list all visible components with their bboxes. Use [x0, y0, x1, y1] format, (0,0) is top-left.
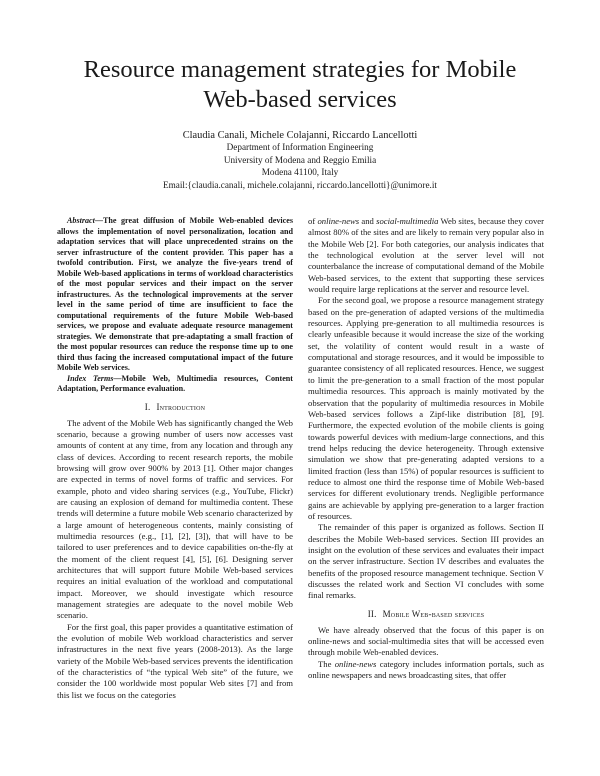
authors: Claudia Canali, Michele Colajanni, Riccardo Lancellotti: [182, 130, 418, 141]
paper-title: [60, 55, 540, 115]
affiliation-address: Modena 41100, Italy: [261, 167, 339, 178]
section2-paragraph-1: We have already observed that the focus of this paper is on online-news and social-multimedia sites that will be accessed even through mobile Web-enabled devices.: [308, 624, 544, 658]
abstract-label: Abstract: [67, 216, 95, 225]
intro-paragraph-2-continued: [308, 216, 544, 295]
section2-paragraph-2: [308, 659, 544, 682]
intro-paragraph-2: For the first goal, this paper provides a quantitative estimation of the evolution of mobile Web workload characteristics and server infrastructures in the next five years (2008-2013). As the large variety of the Mobile Web-based services prevents the identification of the characteristics of “the typical Web site” of the future, we consider the 100 worldwide most popular Web sites [7] and from this list we focus on the categories: [57, 621, 293, 700]
section-title: Mobile Web-based services: [382, 608, 485, 619]
intro-paragraph-4: The remainder of this paper is organized as follows. Section II describes the Mobile Web-based services. Section III provides an insight on the evolution of these services and evaluates their impact on the server infrastructure. Section IV describes and evaluates the benefits of the proposed resource management technique. Section V discusses the related work and Section VI concludes with some final remarks.: [308, 522, 544, 601]
index-terms: [57, 374, 293, 395]
section-heading-mobile-web-services: [308, 608, 544, 620]
title-line-2: Web-based services: [203, 86, 397, 113]
title-line-1: Resource management strategies for Mobile: [83, 56, 517, 83]
index-terms-text: —Mobile Web, Multimedia resources, Content Adaptation, Performance evaluation.: [57, 373, 293, 393]
text-run: of: [308, 216, 318, 226]
intro-paragraph-1: The advent of the Mobile Web has significantly changed the Web scenario, because a growing number of users now accesses vast amounts of content at any time, from any location and through any class of devices. According to recent research reports, the mobile browsing will grow over 900% by 2013 [1]. Other major changes are expected in terms of novel forms of traffic and services. For example, photo and video sharing services (e.g., YouTube, Flickr) are causing an explosion of demand for multimedia content. These trends will determine a future mobile Web scenario characterized by a large amount of heterogeneous contents, mainly consisting of multimedia resources (e.g., [1], [2], [3]), that will have to be tailored to user preferences and to device capabilities on-the-fly at the moment of the client request [4], [5], [6]. Designing server architectures that will support future Mobile Web-based services requires an initial evaluation of the workload and computational impact. Moreover, we should investigate which resource management strategies are adequate to the novel mobile Web scenario.: [57, 417, 293, 621]
section-heading-introduction: [57, 401, 293, 413]
index-terms-label: Index Terms: [67, 373, 114, 383]
text-run: Web sites, because they cover almost 80% of the sites and are likely to remain very popular also in the Mobile Web [2]. For both categories, our analysis indicates that the technological evolution at the server level will not counterbalance the increase of computational demand of the Mobile Web-based services, to the extent that supporting these services would require large replications at the server and resource level.: [308, 216, 544, 295]
section-title: Introduction: [156, 401, 206, 412]
emphasis-online-news: online-news: [317, 216, 360, 226]
affiliation: [60, 141, 540, 191]
text-run: The: [318, 658, 335, 669]
section-number: II.: [367, 608, 377, 619]
right-column: [308, 216, 544, 681]
emphasis-social-multimedia: social-multimedia: [376, 216, 439, 226]
abstract-text: —The great diffusion of Mobile Web-enabled devices allows the implementation of novel personalization, location and adaptation services that will place unprecedented strains on the server infrastructure of the content provider. This paper has a twofold contribution. First, we analyze the five-years trend of Mobile Web-based applications in terms of workload characteristics of the most popular services and their impact on the server infrastructures. As the technological improvements at the server level in the same period of time are insufficient to face the computational requirements of the future Mobile Web-based services, we propose and evaluate adequate resource management strategies. We demonstrate that pre-adaptating a small fraction of the most popular resources can reduce the response time up to one third thus facing the increased computational impact of the future Mobile Web services.: [57, 216, 293, 372]
affiliation-university: University of Modena and Reggio Emilia: [223, 154, 377, 165]
text-run: category includes information portals, such as online newspapers and news broadcasting sites, that offer: [308, 658, 544, 681]
affiliation-dept: Department of Information Engineering: [226, 142, 374, 152]
abstract: [57, 216, 293, 374]
affiliation-email: Email:{claudia.canali, michele.colajanni, riccardo.lancellotti}@unimore.it: [163, 179, 437, 190]
intro-paragraph-3: For the second goal, we propose a resource management strategy based on the pre-generation of adapted versions of the multimedia resources. Applying pre-generation to all multimedia resources is clearly unfeasible because it would increase the size of the working set, the volatility of content would result in a waste of computational and storage resources, and it would be impossible to guarantee consistency of all replicated resources. Hence, we suggest to limit the pre-generation to a small fraction of the most popular multimedia resources. This approach is mainly motivated by the observation that the popularity of multimedia resources in Mobile Web-based services follows a Zipf-like distribution [8], [9]. Furthermore, the expected evolution of the mobile clients is going towards powerful devices with medium-large connections, and this trend helps reducing the device heterogeneity. Through extensive simulation we show that pre-generating adapted versions to a limited fraction (less than 15%) of popular resources is sufficient to reduce to almost one third the response time of Mobile Web-based services for different evolutionary trends. Negligible performance gains are achievable by applying pre-generation to a larger fraction of resources.: [308, 295, 544, 521]
text-run: and: [359, 216, 377, 226]
section-number: I.: [144, 401, 151, 412]
left-column: [57, 216, 293, 701]
emphasis-online-news: online-news: [334, 658, 377, 669]
